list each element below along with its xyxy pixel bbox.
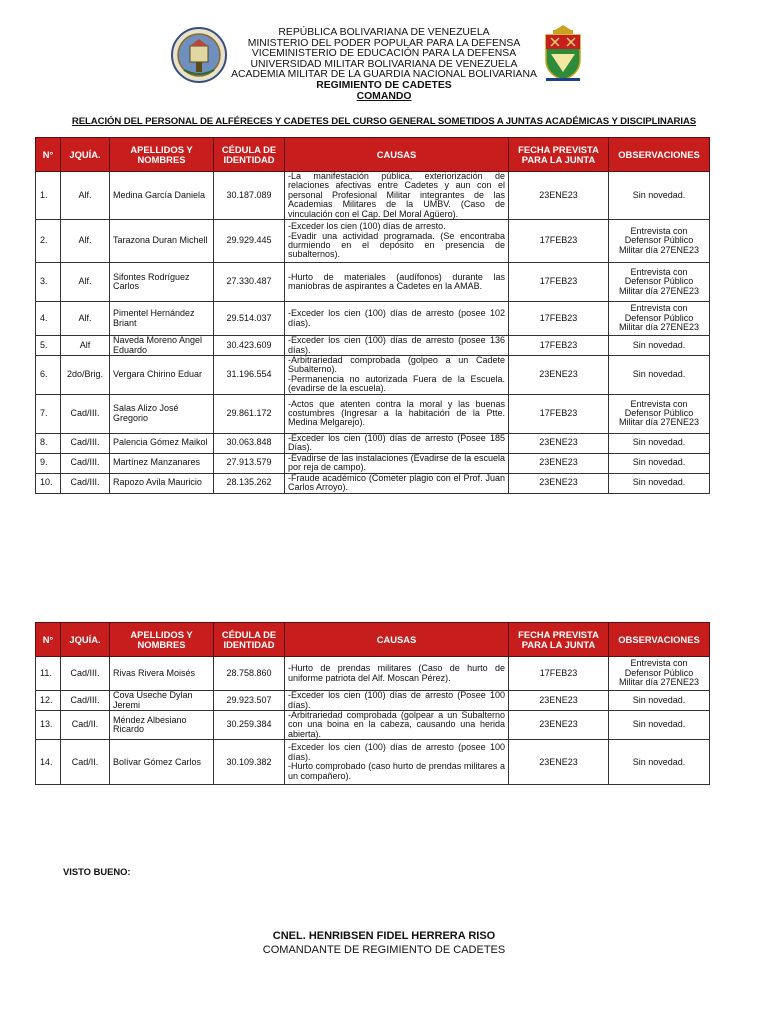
table-row	[36, 302, 710, 336]
col-header-cedula: CÉDULA DE IDENTIDAD	[214, 623, 285, 657]
col-header-jquia: JQUÍA.	[61, 138, 110, 172]
table-header-row	[36, 138, 710, 172]
cell-number: 10.	[36, 473, 61, 493]
cell-number: 2.	[36, 220, 61, 263]
table-row	[36, 220, 710, 263]
cell-cedula: 29.861.172	[214, 394, 285, 433]
cell-fecha: 23ENE23	[509, 453, 609, 473]
cell-jquia: Cad/III.	[61, 453, 110, 473]
cell-name: Rivas Rivera Moisés	[110, 657, 214, 691]
cell-name: Palencia Gómez Maikol	[110, 433, 214, 453]
cell-jquia: Alf.	[61, 220, 110, 263]
col-header-apellidos: APELLIDOS Y NOMBRES	[110, 623, 214, 657]
cell-causa: -Hurto de prendas militares (Caso de hurto de uniforme patriota del Alf. Moscan Pérez).	[285, 657, 509, 691]
table-header-row	[36, 623, 710, 657]
col-header-causas: CAUSAS	[285, 138, 509, 172]
col-header-causas: CAUSAS	[285, 623, 509, 657]
cell-name: Méndez Albesiano Ricardo	[110, 711, 214, 740]
cell-name: Pimentel Hernández Briant	[110, 302, 214, 336]
cell-fecha: 23ENE23	[509, 473, 609, 493]
cell-jquia: Cad/III.	[61, 657, 110, 691]
cell-number: 3.	[36, 263, 61, 302]
cell-name: Bolívar Gómez Carlos	[110, 740, 214, 785]
cell-jquia: Alf.	[61, 263, 110, 302]
col-header-cedula: CÉDULA DE IDENTIDAD	[214, 138, 285, 172]
header-line-7: COMANDO	[356, 90, 412, 102]
cell-jquia: 2do/Brig.	[61, 356, 110, 395]
cell-fecha: 17FEB23	[509, 220, 609, 263]
header-line-6: REGIMIENTO DE CADETES	[316, 79, 452, 91]
col-header-number: N°	[36, 138, 61, 172]
header-line-2: MINISTERIO DEL PODER POPULAR PARA LA DEFENSA	[247, 37, 521, 49]
cell-jquia: Alf.	[61, 302, 110, 336]
cell-fecha: 17FEB23	[509, 263, 609, 302]
cell-observaciones: Sin novedad.	[609, 453, 710, 473]
col-header-observaciones: OBSERVACIONES	[609, 623, 710, 657]
cell-jquia: Cad/III.	[61, 691, 110, 711]
cell-causa: -Exceder los cien (100) días de arresto (posee 102 días).	[285, 302, 509, 336]
cell-fecha: 23ENE23	[509, 172, 609, 220]
col-header-fecha: FECHA PREVISTA PARA LA JUNTA	[509, 138, 609, 172]
cell-number: 12.	[36, 691, 61, 711]
col-header-jquia: JQUÍA.	[61, 623, 110, 657]
cell-number: 11.	[36, 657, 61, 691]
cell-cedula: 29.929.445	[214, 220, 285, 263]
cell-cedula: 27.913.579	[214, 453, 285, 473]
cell-number: 7.	[36, 394, 61, 433]
cell-jquia: Alf.	[61, 172, 110, 220]
table-row	[36, 453, 710, 473]
cell-name: Sifontes Rodríguez Carlos	[110, 263, 214, 302]
cell-causa: -Evadirse de las instalaciones (Evadirse de la escuela por reja de campo).	[285, 453, 509, 473]
cell-number: 9.	[36, 453, 61, 473]
signatory-name: CNEL. HENRIBSEN FIDEL HERRERA RISO	[272, 930, 496, 942]
cell-number: 14.	[36, 740, 61, 785]
cell-causa: -La manifestación pública, exteriorización de relaciones afectivas entre Cadetes y aun con el personal Profesional Militar integrantes de las Academias Militares de la UMBV. (Caso de vinculación con el Cap. Del Moral Agüero).	[285, 172, 509, 220]
table-row	[36, 657, 710, 691]
visto-bueno-label: VISTO BUENO:	[63, 866, 131, 877]
cell-jquia: Cad/II.	[61, 740, 110, 785]
personnel-table-2	[35, 622, 710, 785]
cell-name: Vergara Chirino Eduar	[110, 356, 214, 395]
table-row	[36, 172, 710, 220]
header-line-5: ACADEMIA MILITAR DE LA GUARDIA NACIONAL BOLIVARIANA	[231, 69, 537, 81]
cell-causa: -Fraude académico (Cometer plagio con el Prof. Juan Carlos Arroyo).	[285, 473, 509, 493]
cell-jquia: Cad/II.	[61, 711, 110, 740]
cell-cedula: 31.196.554	[214, 356, 285, 395]
cell-causa: -Exceder los cien (100) días de arresto (posee 136 días).	[285, 336, 509, 356]
cell-number: 5.	[36, 336, 61, 356]
header-line-4: UNIVERSIDAD MILITAR BOLIVARIANA DE VENEZUELA	[250, 58, 518, 70]
cell-fecha: 23ENE23	[509, 433, 609, 453]
signatory-role: COMANDANTE DE REGIMIENTO DE CADETES	[262, 944, 506, 956]
cell-name: Rapozo Avila Mauricio	[110, 473, 214, 493]
document-title: RELACIÓN DEL PERSONAL DE ALFÉRECES Y CADETES DEL CURSO GENERAL SOMETIDOS A JUNTAS ACADÉMICAS Y DISCIPLINARIAS	[71, 116, 697, 127]
cell-causa: -Exceder los cien (100) días de arresto. -Evadir una actividad programada. (Se encontraba durmiendo en el depósito en presencia de subalternos).	[285, 220, 509, 263]
cell-number: 6.	[36, 356, 61, 395]
table-row	[36, 711, 710, 740]
cell-number: 13.	[36, 711, 61, 740]
table-row	[36, 263, 710, 302]
table-row	[36, 394, 710, 433]
cell-jquia: Cad/III.	[61, 473, 110, 493]
table-row	[36, 433, 710, 453]
header-line-1: REPÚBLICA BOLIVARIANA DE VENEZUELA	[278, 27, 490, 38]
cell-name: Cova Useche Dylan Jeremi	[110, 691, 214, 711]
cell-causa: -Actos que atenten contra la moral y las buenas costumbres (Ingresar a la habitación de la Ptte. Medina Melgarejo).	[285, 394, 509, 433]
cell-cedula: 29.923.507	[214, 691, 285, 711]
cell-name: Naveda Moreno Angel Eduardo	[110, 336, 214, 356]
cell-observaciones: Entrevista con Defensor Público Militar día 27ENE23	[609, 657, 710, 691]
cell-observaciones: Sin novedad.	[609, 691, 710, 711]
cell-causa: -Exceder los cien (100) días de arresto (Posee 100 días).	[285, 691, 509, 711]
col-header-apellidos: APELLIDOS Y NOMBRES	[110, 138, 214, 172]
cell-cedula: 27.330.487	[214, 263, 285, 302]
table-row	[36, 336, 710, 356]
cell-cedula: 30.187.089	[214, 172, 285, 220]
cell-fecha: 23ENE23	[509, 711, 609, 740]
cell-number: 8.	[36, 433, 61, 453]
personnel-table-1	[35, 137, 710, 494]
cell-jquia: Alf	[61, 336, 110, 356]
cell-observaciones: Sin novedad.	[609, 473, 710, 493]
cell-name: Medina García Daniela	[110, 172, 214, 220]
cell-fecha: 17FEB23	[509, 336, 609, 356]
cell-observaciones: Sin novedad.	[609, 356, 710, 395]
cell-observaciones: Sin novedad.	[609, 740, 710, 785]
cell-name: Martínez Manzanares	[110, 453, 214, 473]
cell-jquia: Cad/III.	[61, 394, 110, 433]
cell-causa: -Exceder los cien (100) días de arresto (Posee 185 Días).	[285, 433, 509, 453]
cell-observaciones: Entrevista con Defensor Público Militar día 27ENE23	[609, 394, 710, 433]
cell-cedula: 28.135.262	[214, 473, 285, 493]
table-row	[36, 356, 710, 395]
cell-observaciones: Entrevista con Defensor Público Militar día 27ENE23	[609, 220, 710, 263]
cell-fecha: 23ENE23	[509, 691, 609, 711]
document-header	[0, 28, 768, 102]
cell-observaciones: Sin novedad.	[609, 336, 710, 356]
cell-fecha: 23ENE23	[509, 356, 609, 395]
cell-cedula: 30.423.609	[214, 336, 285, 356]
cell-observaciones: Sin novedad.	[609, 711, 710, 740]
cell-name: Tarazona Duran Michell	[110, 220, 214, 263]
cell-causa: -Hurto de materiales (audífonos) durante las maniobras de aspirantes a Cadetes en la AMAB.	[285, 263, 509, 302]
header-line-3: VICEMINISTERIO DE EDUCACIÓN PARA LA DEFENSA	[251, 48, 517, 60]
cell-jquia: Cad/III.	[61, 433, 110, 453]
cell-cedula: 30.109.382	[214, 740, 285, 785]
cell-causa: -Exceder los cien (100) días de arresto (posee 100 días). -Hurto comprobado (caso hurto de prendas militares a un compañero).	[285, 740, 509, 785]
cell-fecha: 17FEB23	[509, 394, 609, 433]
cell-fecha: 17FEB23	[509, 302, 609, 336]
cell-cedula: 28.758.860	[214, 657, 285, 691]
cell-observaciones: Entrevista con Defensor Público Militar día 27ENE23	[609, 302, 710, 336]
cell-cedula: 29.514.037	[214, 302, 285, 336]
table-row	[36, 740, 710, 785]
cell-cedula: 30.259.384	[214, 711, 285, 740]
cell-name: Salas Alizo José Gregorio	[110, 394, 214, 433]
cell-causa: -Arbitrariedad comprobada (golpear a un Subalterno con una boina en la cabeza, causando una herida abierta).	[285, 711, 509, 740]
cell-causa: -Arbitrariedad comprobada (golpeo a un Cadete Subalterno). -Permanencia no autorizada Fuera de la Escuela. (evadirse de la escuela).	[285, 356, 509, 395]
cell-fecha: 17FEB23	[509, 657, 609, 691]
col-header-observaciones: OBSERVACIONES	[609, 138, 710, 172]
col-header-fecha: FECHA PREVISTA PARA LA JUNTA	[509, 623, 609, 657]
cell-number: 1.	[36, 172, 61, 220]
col-header-number: N°	[36, 623, 61, 657]
table-row	[36, 691, 710, 711]
cell-number: 4.	[36, 302, 61, 336]
cell-cedula: 30.063.848	[214, 433, 285, 453]
cell-observaciones: Sin novedad.	[609, 433, 710, 453]
cell-observaciones: Sin novedad.	[609, 172, 710, 220]
cell-observaciones: Entrevista con Defensor Público Militar día 27ENE23	[609, 263, 710, 302]
cell-fecha: 23ENE23	[509, 740, 609, 785]
table-row	[36, 473, 710, 493]
